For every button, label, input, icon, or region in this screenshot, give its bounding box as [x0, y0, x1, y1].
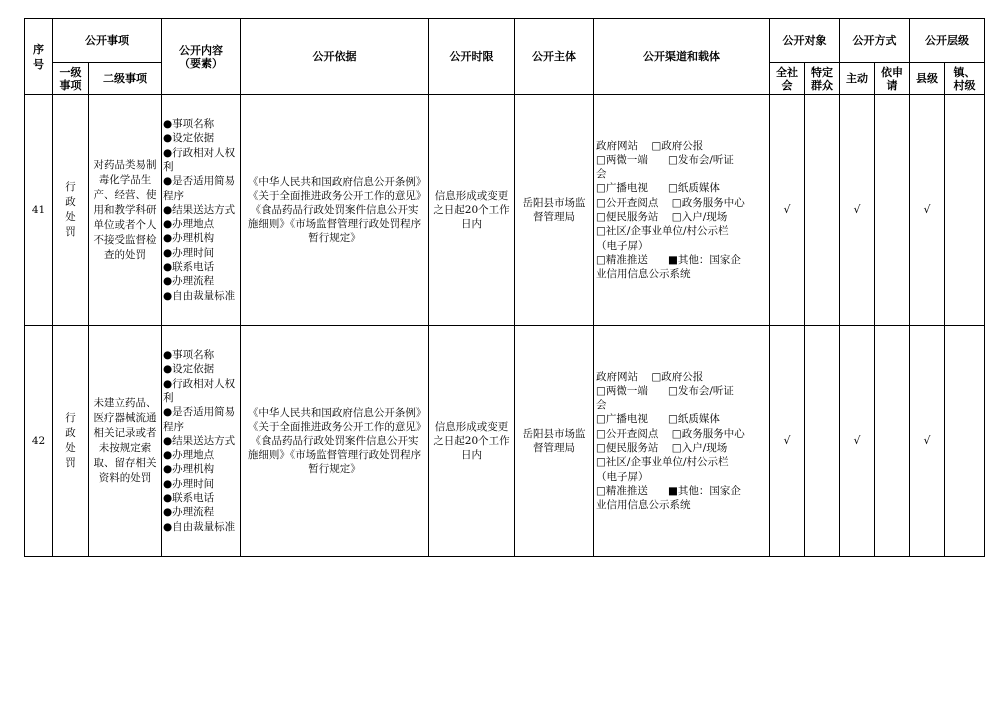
- row-method-request-check: [875, 326, 910, 557]
- row-timelimit: 信息形成或变更之日起20个工作日内: [429, 95, 515, 326]
- content-item: ●办理地点: [163, 218, 215, 231]
- content-item: ●事项名称: [163, 349, 215, 362]
- header-timelimit: 公开时限: [429, 19, 515, 95]
- channel-line: □两微一端 □发布会/听证: [596, 384, 734, 397]
- row-method-request-check: [875, 95, 910, 326]
- content-item: ●事项名称: [163, 118, 215, 131]
- channel-line: □公开查阅点 □政务服务中心: [596, 427, 745, 440]
- channel-line: □社区/企事业单位/村公示栏: [596, 225, 729, 238]
- row-subject: 岳阳县市场监督管理局: [515, 326, 594, 557]
- header-subject: 公开主体: [515, 19, 594, 95]
- row-level-county-check: √: [910, 326, 945, 557]
- row-level-town-check: [945, 326, 985, 557]
- content-item: ●自由裁量标准: [163, 289, 236, 302]
- row-level2: 未建立药品、医疗器械流通相关记录或者未按规定索取、留存相关资料的处罚: [89, 326, 162, 557]
- channel-line: （电子屏）: [596, 470, 649, 483]
- header-level-town: 镇、村级: [945, 63, 985, 95]
- channel-line: □广播电视 □纸质媒体: [596, 413, 720, 426]
- row-subject: 岳阳县市场监督管理局: [515, 95, 594, 326]
- table-row: [25, 326, 985, 557]
- channel-line: 政府网站 □政府公报: [596, 370, 704, 383]
- header-audience: 公开对象: [770, 19, 840, 63]
- header-method: 公开方式: [840, 19, 910, 63]
- header-level: 公开层级: [910, 19, 985, 63]
- row-audience-specific-check: [805, 95, 840, 326]
- channel-line: □便民服务站 □入户/现场: [596, 442, 728, 454]
- row-level2: 对药品类易制毒化学品生产、经营、使用和教学科研单位或者个人不接受监督检查的处罚: [89, 95, 162, 326]
- header-matter-level1: 一级事项: [53, 63, 89, 95]
- content-item: ●设定依据: [163, 132, 215, 145]
- header-level-county: 县级: [910, 63, 945, 95]
- channel-line: □精准推送 ■其他：国家企: [596, 484, 741, 497]
- row-channels: [594, 326, 770, 557]
- channel-line: □精准推送 ■其他：国家企: [596, 253, 741, 266]
- content-item: ●办理流程: [163, 506, 215, 519]
- row-seq: 41: [25, 95, 53, 326]
- row-audience-all-check: √: [770, 326, 805, 557]
- content-item: ●行政相对人权利: [163, 146, 236, 173]
- header-content: 公开内容（要素）: [162, 19, 241, 95]
- channel-line: 会: [596, 168, 607, 181]
- channel-line: □便民服务站 □入户/现场: [596, 211, 728, 223]
- row-seq: 42: [25, 326, 53, 557]
- content-item: ●办理机构: [163, 232, 215, 245]
- row-method-active-check: √: [840, 326, 875, 557]
- content-item: ●办理流程: [163, 275, 215, 288]
- header-channels: 公开渠道和载体: [594, 19, 770, 95]
- row-timelimit: 信息形成或变更之日起20个工作日内: [429, 326, 515, 557]
- content-item: ●行政相对人权利: [163, 377, 236, 404]
- content-item: ●办理时间: [163, 246, 215, 259]
- content-item: ●办理机构: [163, 463, 215, 476]
- channel-line: □公开查阅点 □政务服务中心: [596, 196, 745, 209]
- channel-line: 业信用信息公示系统: [596, 499, 691, 512]
- content-item: ●结果送达方式: [163, 434, 236, 447]
- row-basis: 《中华人民共和国政府信息公开条例》《关于全面推进政务公开工作的意见》《食品药品行政处罚案件信息公开实施细则》《市场监督管理行政处罚程序暂行规定》: [241, 95, 429, 326]
- row-content: [162, 326, 241, 557]
- channel-line: 业信用信息公示系统: [596, 268, 691, 281]
- content-item: ●办理时间: [163, 477, 215, 490]
- row-level-town-check: [945, 95, 985, 326]
- content-item: ●是否适用简易程序: [163, 175, 236, 202]
- row-content: [162, 95, 241, 326]
- header-method-request: 依申请: [875, 63, 910, 95]
- header-row-1: [25, 19, 985, 63]
- content-item: ●是否适用简易程序: [163, 406, 236, 433]
- row-audience-specific-check: [805, 326, 840, 557]
- row-level1: 行政处罚: [53, 326, 89, 557]
- header-method-active: 主动: [840, 63, 875, 95]
- channel-line: □社区/企事业单位/村公示栏: [596, 456, 729, 469]
- row-basis: 《中华人民共和国政府信息公开条例》《关于全面推进政务公开工作的意见》《食品药品行政处罚案件信息公开实施细则》《市场监督管理行政处罚程序暂行规定》: [241, 326, 429, 557]
- content-item: ●联系电话: [163, 261, 215, 274]
- content-item: ●设定依据: [163, 363, 215, 376]
- header-matter: 公开事项: [53, 19, 162, 63]
- header-matter-level2: 二级事项: [89, 63, 162, 95]
- content-item: ●自由裁量标准: [163, 520, 236, 533]
- channel-line: □广播电视 □纸质媒体: [596, 182, 720, 195]
- content-item: ●办理地点: [163, 449, 215, 462]
- header-basis: 公开依据: [241, 19, 429, 95]
- row-level1: 行政处罚: [53, 95, 89, 326]
- header-audience-specific: 特定群众: [805, 63, 840, 95]
- row-audience-all-check: √: [770, 95, 805, 326]
- row-channels: [594, 95, 770, 326]
- content-item: ●结果送达方式: [163, 203, 236, 216]
- channel-line: 政府网站 □政府公报: [596, 139, 704, 152]
- row-method-active-check: √: [840, 95, 875, 326]
- disclosure-table: [24, 18, 985, 557]
- channel-line: □两微一端 □发布会/听证: [596, 153, 734, 166]
- channel-line: （电子屏）: [596, 239, 649, 252]
- channel-line: 会: [596, 399, 607, 412]
- header-seq: 序号: [25, 19, 53, 95]
- table-row: [25, 95, 985, 326]
- content-item: ●联系电话: [163, 492, 215, 505]
- header-audience-all: 全社会: [770, 63, 805, 95]
- row-level-county-check: √: [910, 95, 945, 326]
